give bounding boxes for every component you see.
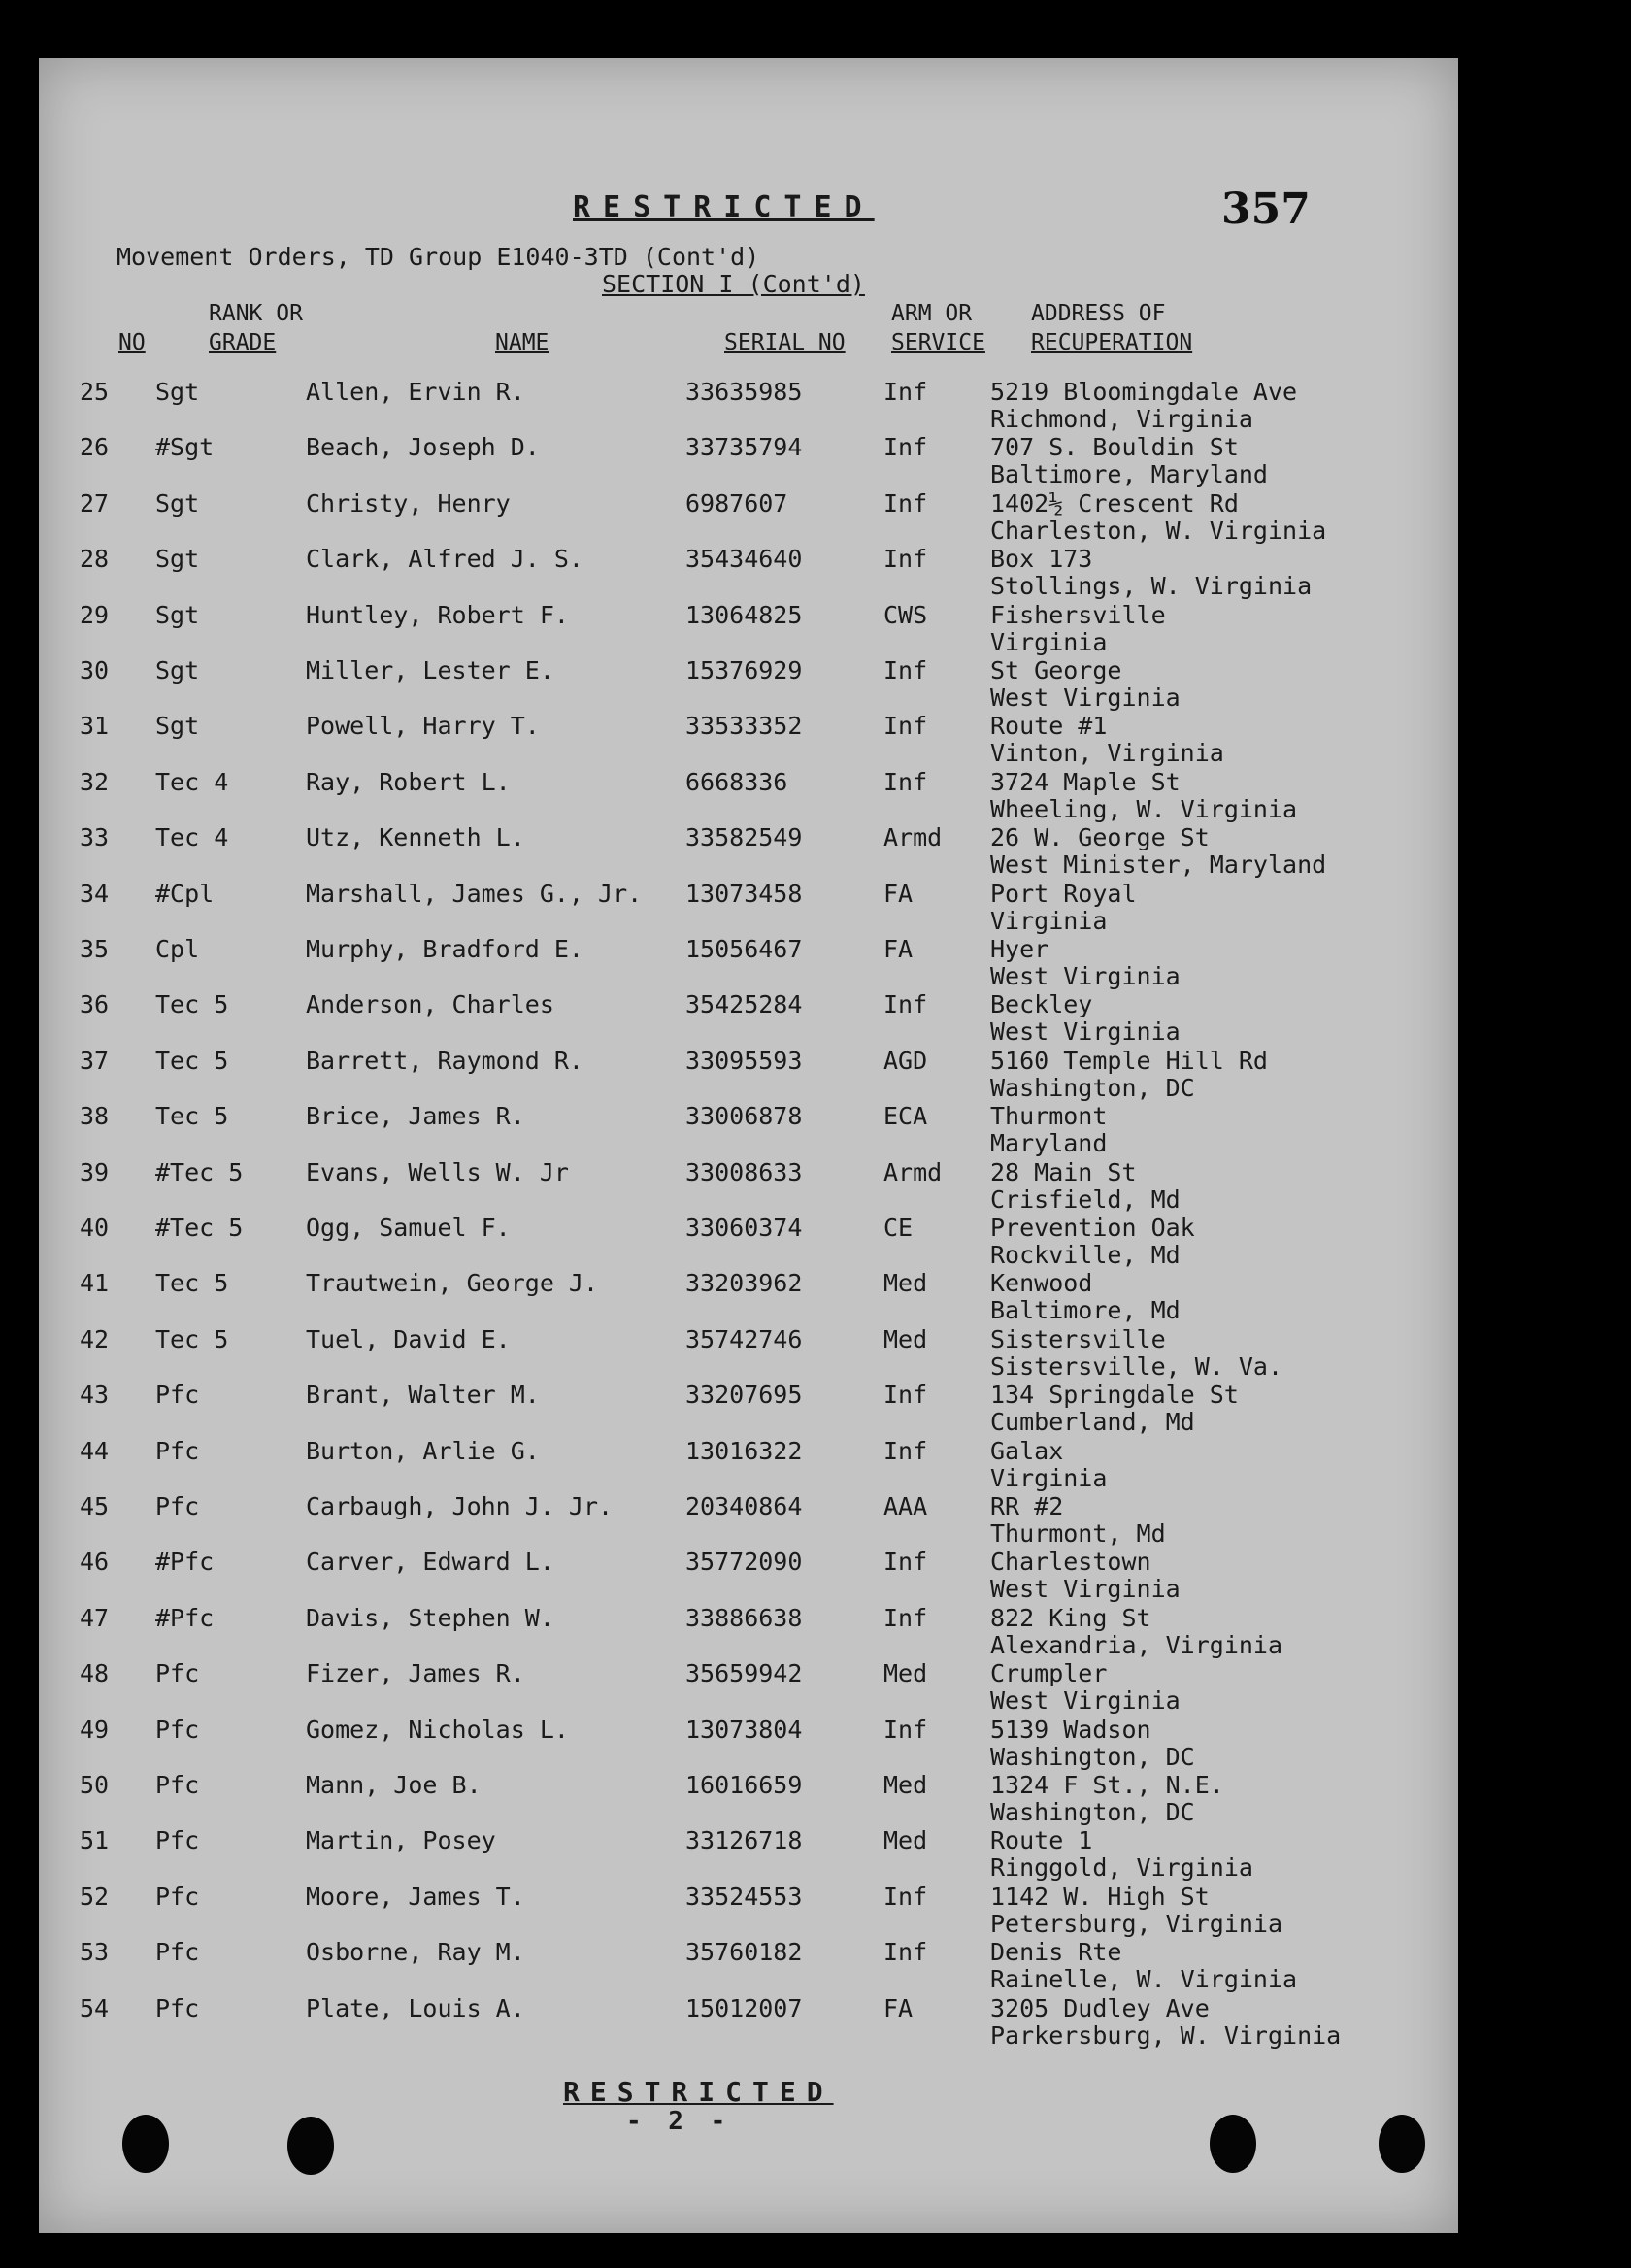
arm-service: Med [883,1269,928,1297]
address-line1: Crumpler [990,1659,1108,1687]
table-row [0,881,1419,937]
row-number: 28 [80,545,110,573]
address-line2: West Virginia [990,962,1181,990]
address-line2: Crisfield, Md [990,1185,1181,1214]
rank: Pfc [155,1492,200,1520]
restricted-header: RESTRICTED [573,190,875,224]
arm-service: Med [883,1826,928,1854]
name: Barrett, Raymond R. [306,1047,583,1075]
serial-number: 6668336 [685,768,788,796]
name: Brant, Walter M. [306,1381,540,1409]
address-line2: Baltimore, Md [990,1296,1181,1324]
address-line2: Cumberland, Md [990,1408,1195,1436]
address-line1: 1324 F St., N.E. [990,1771,1224,1799]
address-line2: West Minister, Maryland [990,850,1327,879]
col-header-name: NAME [495,330,549,355]
rank: Tec 4 [155,768,229,796]
row-number: 34 [80,880,110,908]
address-line1: Prevention Oak [990,1214,1195,1242]
arm-service: Inf [883,1604,928,1632]
table-row [0,713,1419,769]
col-header-address: ADDRESS OF RECUPERATION [1031,301,1193,355]
table-row [0,1884,1419,1940]
serial-number: 13016322 [685,1437,803,1465]
row-number: 40 [80,1214,110,1242]
arm-service: Inf [883,768,928,796]
name: Tuel, David E. [306,1325,511,1353]
arm-service: FA [883,1994,914,2022]
name: Allen, Ervin R. [306,378,525,406]
row-number: 36 [80,990,110,1018]
name: Brice, James R. [306,1102,525,1130]
table-row [0,657,1419,714]
address-line1: 5219 Bloomingdale Ave [990,378,1298,406]
name: Murphy, Bradford E. [306,935,583,963]
arm-service: ECA [883,1102,928,1130]
table-row [0,1270,1419,1326]
arm-service: Inf [883,1548,928,1576]
serial-number: 33524553 [685,1883,803,1911]
rank: Pfc [155,1381,200,1409]
address-line1: 5160 Temple Hill Rd [990,1047,1268,1075]
row-number: 45 [80,1492,110,1520]
row-number: 37 [80,1047,110,1075]
row-number: 44 [80,1437,110,1465]
row-number: 29 [80,601,110,629]
arm-service: Med [883,1325,928,1353]
table-row [0,602,1419,658]
arm-service: Inf [883,990,928,1018]
table-row [0,1717,1419,1773]
address-line2: Washington, DC [990,1074,1195,1102]
rank: Pfc [155,1437,200,1465]
serial-number: 33582549 [685,823,803,851]
row-number: 38 [80,1102,110,1130]
rank: #Pfc [155,1548,215,1576]
row-number: 41 [80,1269,110,1297]
page-footer-number: - 2 - [626,2107,732,2136]
address-line1: 3205 Dudley Ave [990,1994,1210,2022]
row-number: 46 [80,1548,110,1576]
punch-hole [1379,2115,1425,2173]
serial-number: 33060374 [685,1214,803,1242]
row-number: 39 [80,1158,110,1186]
serial-number: 35434640 [685,545,803,573]
address-line1: RR #2 [990,1492,1064,1520]
row-number: 48 [80,1659,110,1687]
rank: #Tec 5 [155,1214,244,1242]
serial-number: 33008633 [685,1158,803,1186]
table-row [0,1995,1419,2051]
arm-service: Inf [883,1716,928,1744]
address-line2: Virginia [990,628,1108,656]
col-header-serial: SERIAL NO [724,330,846,355]
arm-service: CE [883,1214,914,1242]
rank: #Tec 5 [155,1158,244,1186]
page-number: 357 [1221,184,1311,234]
name: Ogg, Samuel F. [306,1214,511,1242]
address-line1: Beckley [990,990,1093,1018]
serial-number: 33735794 [685,433,803,461]
arm-service: Inf [883,378,928,406]
name: Carbaugh, John J. Jr. [306,1492,614,1520]
rank: Pfc [155,1716,200,1744]
table-row [0,1772,1419,1828]
rank: #Pfc [155,1604,215,1632]
rank: Tec 5 [155,1047,229,1075]
serial-number: 33203962 [685,1269,803,1297]
serial-number: 33533352 [685,712,803,740]
serial-number: 13064825 [685,601,803,629]
name: Plate, Louis A. [306,1994,525,2022]
arm-service: Inf [883,1938,928,1966]
rank: Sgt [155,378,200,406]
address-line1: Thurmont [990,1102,1108,1130]
rank: Cpl [155,935,200,963]
name: Moore, James T. [306,1883,525,1911]
name: Carver, Edward L. [306,1548,554,1576]
address-line2: Baltimore, Maryland [990,460,1268,488]
serial-number: 33207695 [685,1381,803,1409]
rank: Pfc [155,1883,200,1911]
name: Anderson, Charles [306,990,554,1018]
serial-number: 15056467 [685,935,803,963]
arm-service: Inf [883,433,928,461]
row-number: 33 [80,823,110,851]
address-line1: 707 S. Bouldin St [990,433,1239,461]
table-row [0,1493,1419,1550]
address-line2: Ringgold, Virginia [990,1853,1253,1882]
table-row [0,1048,1419,1104]
arm-service: Armd [883,1158,943,1186]
serial-number: 33635985 [685,378,803,406]
arm-service: Inf [883,1437,928,1465]
rank: Pfc [155,1659,200,1687]
name: Trautwein, George J. [306,1269,599,1297]
address-line1: Denis Rte [990,1938,1122,1966]
address-line2: Sistersville, W. Va. [990,1352,1283,1381]
address-line1: 26 W. George St [990,823,1210,851]
table-row [0,936,1419,992]
address-line2: Richmond, Virginia [990,405,1253,433]
arm-service: Inf [883,1883,928,1911]
arm-service: FA [883,880,914,908]
serial-number: 6987607 [685,489,788,517]
table-row [0,490,1419,547]
address-line2: Washington, DC [990,1743,1195,1771]
address-line2: West Virginia [990,1017,1181,1046]
address-line1: Galax [990,1437,1064,1465]
address-line1: Hyer [990,935,1049,963]
address-line2: Stollings, W. Virginia [990,572,1313,600]
name: Christy, Henry [306,489,511,517]
address-line1: 1402½ Crescent Rd [990,489,1239,517]
table-row [0,434,1419,490]
movement-orders-title: Movement Orders, TD Group E1040-3TD (Cont'd) [116,243,760,271]
row-number: 51 [80,1826,110,1854]
address-line1: Sistersville [990,1325,1166,1353]
address-line2: Washington, DC [990,1798,1195,1826]
row-number: 32 [80,768,110,796]
name: Osborne, Ray M. [306,1938,525,1966]
address-line2: Virginia [990,1464,1108,1492]
address-line1: Route 1 [990,1826,1093,1854]
rank: Sgt [155,601,200,629]
arm-service: Med [883,1771,928,1799]
address-line2: Charleston, W. Virginia [990,517,1327,545]
table-row [0,379,1419,435]
rank: Tec 4 [155,823,229,851]
row-number: 31 [80,712,110,740]
serial-number: 16016659 [685,1771,803,1799]
table-row [0,1103,1419,1159]
table-row [0,1215,1419,1271]
name: Gomez, Nicholas L. [306,1716,569,1744]
rank: Tec 5 [155,1102,229,1130]
arm-service: Armd [883,823,943,851]
row-number: 49 [80,1716,110,1744]
address-line2: Parkersburg, W. Virginia [990,2021,1342,2050]
table-row [0,769,1419,825]
name: Utz, Kenneth L. [306,823,525,851]
row-number: 52 [80,1883,110,1911]
restricted-footer: RESTRICTED [563,2076,834,2108]
arm-service: Med [883,1659,928,1687]
arm-service: AAA [883,1492,928,1520]
address-line1: Fishersville [990,601,1166,629]
address-line1: Port Royal [990,880,1137,908]
rank: Tec 5 [155,990,229,1018]
address-line1: 5139 Wadson [990,1716,1151,1744]
rank: Tec 5 [155,1269,229,1297]
name: Davis, Stephen W. [306,1604,554,1632]
serial-number: 15012007 [685,1994,803,2022]
serial-number: 35760182 [685,1938,803,1966]
name: Fizer, James R. [306,1659,525,1687]
address-line1: 1142 W. High St [990,1883,1210,1911]
row-number: 47 [80,1604,110,1632]
arm-service: Inf [883,1381,928,1409]
table-row [0,1827,1419,1884]
serial-number: 33095593 [685,1047,803,1075]
name: Burton, Arlie G. [306,1437,540,1465]
col-header-rank: RANK OR GRADE [209,301,303,355]
table-row [0,1382,1419,1438]
name: Ray, Robert L. [306,768,511,796]
arm-service: Inf [883,712,928,740]
address-line2: Petersburg, Virginia [990,1910,1283,1938]
punch-hole [1210,2115,1256,2173]
address-line2: Maryland [990,1129,1108,1157]
punch-hole [287,2117,334,2175]
rank: Pfc [155,1826,200,1854]
name: Miller, Lester E. [306,656,554,684]
serial-number: 35742746 [685,1325,803,1353]
name: Powell, Harry T. [306,712,540,740]
serial-number: 33126718 [685,1826,803,1854]
address-line2: Wheeling, W. Virginia [990,795,1298,823]
table-row [0,1660,1419,1717]
row-number: 53 [80,1938,110,1966]
serial-number: 13073458 [685,880,803,908]
arm-service: FA [883,935,914,963]
serial-number: 35772090 [685,1548,803,1576]
address-line2: Alexandria, Virginia [990,1631,1283,1659]
address-line2: Virginia [990,907,1108,935]
row-number: 30 [80,656,110,684]
row-number: 25 [80,378,110,406]
address-line1: 822 King St [990,1604,1151,1632]
name: Martin, Posey [306,1826,496,1854]
name: Clark, Alfred J. S. [306,545,583,573]
serial-number: 35659942 [685,1659,803,1687]
rank: Sgt [155,489,200,517]
address-line2: Vinton, Virginia [990,739,1224,767]
table-row [0,546,1419,602]
name: Mann, Joe B. [306,1771,482,1799]
row-number: 54 [80,1994,110,2022]
address-line2: West Virginia [990,1686,1181,1715]
name: Marshall, James G., Jr. [306,880,643,908]
rank: Pfc [155,1994,200,2022]
name: Beach, Joseph D. [306,433,540,461]
serial-number: 20340864 [685,1492,803,1520]
row-number: 42 [80,1325,110,1353]
arm-service: CWS [883,601,928,629]
address-line1: 28 Main St [990,1158,1137,1186]
section-title: SECTION I (Cont'd) [602,270,865,298]
punch-hole [122,2115,169,2173]
address-line1: St George [990,656,1122,684]
rank: Sgt [155,656,200,684]
name: Evans, Wells W. Jr [306,1158,569,1186]
rank: #Cpl [155,880,215,908]
serial-number: 13073804 [685,1716,803,1744]
serial-number: 35425284 [685,990,803,1018]
row-number: 50 [80,1771,110,1799]
address-line1: Box 173 [990,545,1093,573]
table-row [0,824,1419,881]
rank: Pfc [155,1938,200,1966]
address-line2: West Virginia [990,1575,1181,1603]
serial-number: 15376929 [685,656,803,684]
arm-service: AGD [883,1047,928,1075]
row-number: 35 [80,935,110,963]
table-row [0,1438,1419,1494]
arm-service: Inf [883,656,928,684]
address-line1: 134 Springdale St [990,1381,1239,1409]
row-number: 43 [80,1381,110,1409]
table-row [0,1605,1419,1661]
address-line2: Rainelle, W. Virginia [990,1965,1298,1993]
address-line1: Route #1 [990,712,1108,740]
row-number: 27 [80,489,110,517]
address-line1: 3724 Maple St [990,768,1181,796]
address-line2: West Virginia [990,684,1181,712]
table-row [0,1939,1419,1995]
address-line2: Thurmont, Md [990,1519,1166,1548]
table-row [0,991,1419,1048]
rank: Tec 5 [155,1325,229,1353]
rank: Pfc [155,1771,200,1799]
table-row [0,1326,1419,1383]
row-number: 26 [80,433,110,461]
serial-number: 33886638 [685,1604,803,1632]
serial-number: 33006878 [685,1102,803,1130]
name: Huntley, Robert F. [306,601,569,629]
rank: Sgt [155,712,200,740]
col-header-arm: ARM OR SERVICE [891,301,985,355]
col-header-no: NO [118,330,146,355]
arm-service: Inf [883,545,928,573]
table-row [0,1549,1419,1605]
rank: #Sgt [155,433,215,461]
address-line1: Charlestown [990,1548,1151,1576]
arm-service: Inf [883,489,928,517]
table-row [0,1159,1419,1216]
rank: Sgt [155,545,200,573]
address-line2: Rockville, Md [990,1241,1181,1269]
address-line1: Kenwood [990,1269,1093,1297]
